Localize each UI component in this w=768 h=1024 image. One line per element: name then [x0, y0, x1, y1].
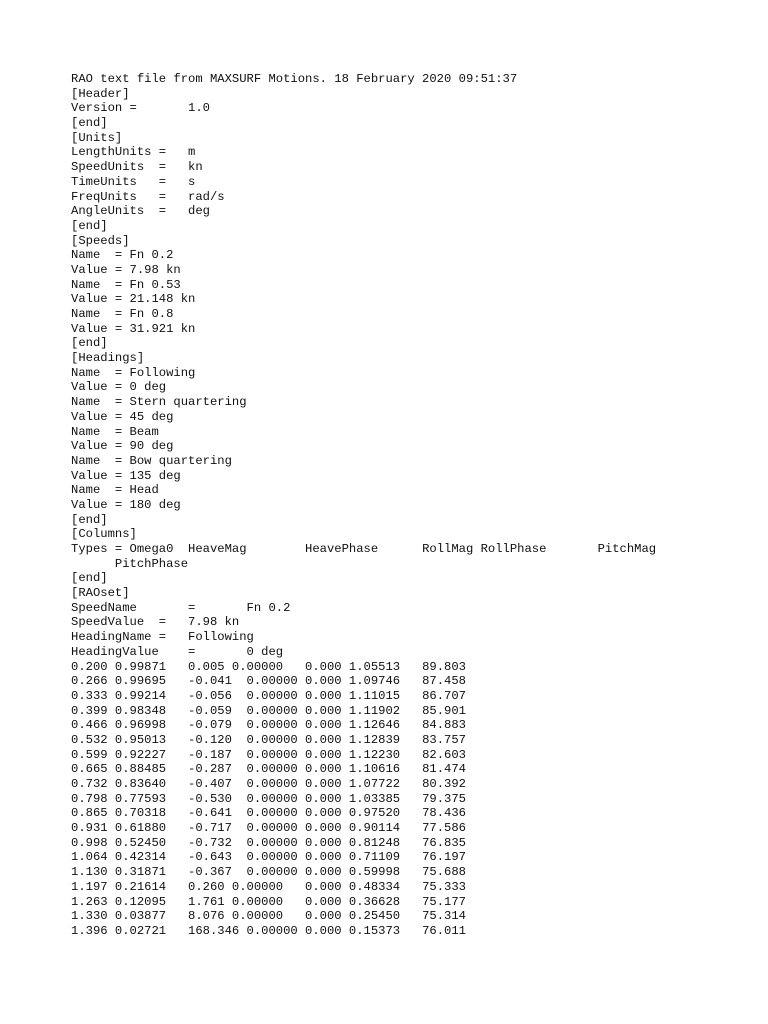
- document-line: Value = 180 deg: [71, 497, 181, 512]
- document-line: Name = Fn 0.8: [71, 307, 174, 321]
- document-line: 0.200 0.99871 0.005 0.00000 0.000 1.05513 89.803: [71, 659, 466, 674]
- document-line: HeadingValue = 0 deg: [71, 644, 284, 659]
- document-line: PitchPhase: [71, 556, 189, 571]
- document-line: SpeedUnits = kn: [71, 160, 203, 175]
- document-line: 1.330 0.03877 8.076 0.00000 0.000 0.25450 75.314: [71, 909, 466, 924]
- document-line: Name = Fn 0.2: [71, 248, 174, 263]
- document-line: TimeUnits = s: [71, 174, 196, 189]
- document-line: 0.599 0.92227 -0.187 0.00000 0.000 1.12230 82.603: [71, 747, 466, 762]
- document-line: [RAOset]: [71, 586, 130, 601]
- document-line: [Speeds]: [71, 233, 130, 248]
- document-line: LengthUnits = m: [71, 145, 196, 160]
- document-line: Version = 1.0: [71, 101, 210, 116]
- document-line: 0.466 0.96998 -0.079 0.00000 0.000 1.12646 84.883: [71, 718, 466, 733]
- document-line: 0.333 0.99214 -0.056 0.00000 0.000 1.11015 86.707: [71, 688, 466, 703]
- document-line: 0.798 0.77593 -0.530 0.00000 0.000 1.03385 79.375: [71, 791, 466, 806]
- document-line: [Columns]: [71, 527, 137, 542]
- rao-text-document: [71, 72, 761, 939]
- document-line: Name = Fn 0.53: [71, 277, 181, 292]
- document-line: Name = Stern quartering: [71, 395, 247, 410]
- document-line: Value = 135 deg: [71, 468, 181, 483]
- document-line: AngleUnits = deg: [71, 204, 210, 219]
- document-line: Name = Head: [71, 483, 159, 498]
- document-line: 1.263 0.12095 1.761 0.00000 0.000 0.36628 75.177: [71, 894, 466, 909]
- document-line: 0.665 0.88485 -0.287 0.00000 0.000 1.10616 81.474: [71, 762, 466, 777]
- document-line: Value = 21.148 kn: [71, 292, 196, 307]
- document-line: Types = Omega0 HeaveMag HeavePhase RollMag RollPhase PitchMag: [71, 542, 657, 556]
- document-line: 1.064 0.42314 -0.643 0.00000 0.000 0.71109 76.197: [71, 850, 466, 865]
- document-line: Name = Beam: [71, 424, 159, 439]
- document-line: Value = 90 deg: [71, 439, 174, 454]
- document-line: Name = Bow quartering: [71, 453, 232, 468]
- document-line: 1.197 0.21614 0.260 0.00000 0.000 0.48334 75.333: [71, 879, 466, 894]
- document-line: Value = 0 deg: [71, 380, 167, 395]
- document-line: Value = 45 deg: [71, 409, 174, 424]
- document-line: Value = 7.98 kn: [71, 262, 181, 277]
- document-line: FreqUnits = rad/s: [71, 189, 225, 204]
- document-line: 0.266 0.99695 -0.041 0.00000 0.000 1.09746 87.458: [71, 674, 466, 689]
- document-line: [end]: [71, 336, 108, 351]
- document-line: RAO text file from MAXSURF Motions. 18 February 2020 09:51:37: [71, 72, 518, 86]
- document-line: [Header]: [71, 86, 130, 101]
- document-line: [Headings]: [71, 351, 145, 366]
- document-line: 0.931 0.61880 -0.717 0.00000 0.000 0.90114 77.586: [71, 821, 466, 836]
- document-line: SpeedName = Fn 0.2: [71, 600, 291, 615]
- document-line: 0.998 0.52450 -0.732 0.00000 0.000 0.81248 76.835: [71, 835, 466, 850]
- document-line: 0.732 0.83640 -0.407 0.00000 0.000 1.07722 80.392: [71, 777, 466, 791]
- document-line: 1.396 0.02721 168.346 0.00000 0.000 0.15373 76.011: [71, 923, 466, 938]
- document-line: SpeedValue = 7.98 kn: [71, 615, 240, 630]
- document-line: 0.865 0.70318 -0.641 0.00000 0.000 0.97520 78.436: [71, 806, 466, 821]
- document-line: [Units]: [71, 130, 123, 145]
- document-line: [end]: [71, 116, 108, 131]
- document-line: [end]: [71, 571, 108, 586]
- document-line: HeadingName = Following: [71, 630, 254, 645]
- document-line: Name = Following: [71, 365, 196, 380]
- document-line: [end]: [71, 218, 108, 233]
- document-line: 0.399 0.98348 -0.059 0.00000 0.000 1.11902 85.901: [71, 703, 466, 718]
- document-line: Value = 31.921 kn: [71, 321, 196, 336]
- document-line: 1.130 0.31871 -0.367 0.00000 0.000 0.59998 75.688: [71, 865, 466, 880]
- document-line: [end]: [71, 512, 108, 527]
- document-line: 0.532 0.95013 -0.120 0.00000 0.000 1.12839 83.757: [71, 732, 466, 747]
